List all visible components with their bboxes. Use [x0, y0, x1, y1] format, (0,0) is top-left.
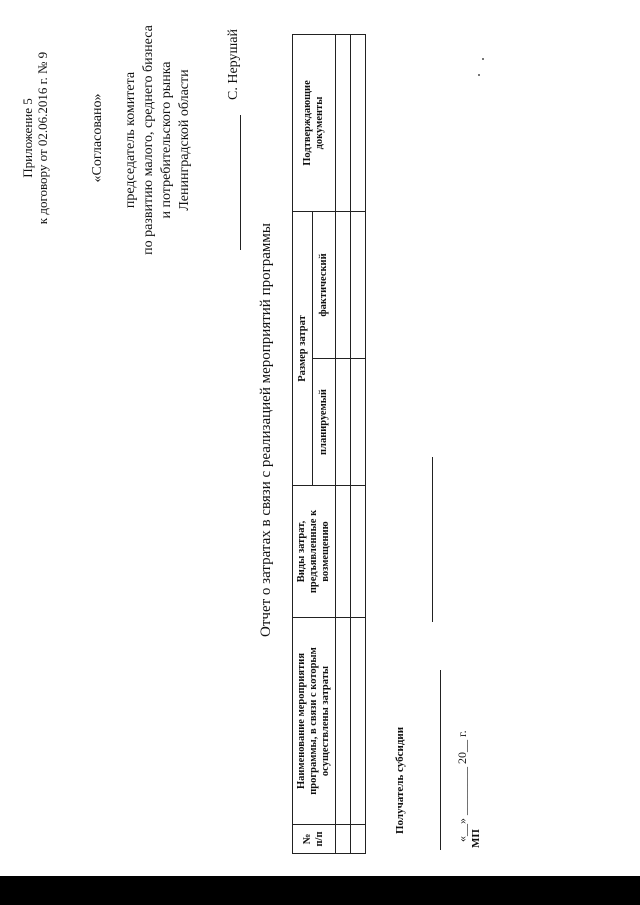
table-cell [336, 486, 351, 618]
table-cell [351, 359, 366, 486]
table-row [351, 35, 366, 854]
signature-line [240, 115, 241, 250]
approver-line-3: и потребительского рынка [159, 61, 174, 219]
header-planned: планируемый [313, 359, 336, 486]
header-cost-types: Виды затрат, предъявленные к возмещению [293, 486, 336, 618]
approver-line-4: Ленинградской области [177, 69, 192, 211]
header-activity-name: Наименование мероприятия программы, в связи с которым осуществлены затраты [293, 618, 336, 825]
table-cell [336, 825, 351, 854]
costs-table [292, 34, 366, 854]
stamp-placeholder: МП [470, 829, 482, 848]
table-cell [351, 618, 366, 825]
appendix-line-2: к договору от 02.06.2016 г. № 9 [35, 51, 50, 225]
appendix-line-1: Приложение 5 [20, 98, 35, 178]
table-cell [336, 35, 351, 212]
date-underline [440, 670, 441, 850]
recipient-signature-line [432, 457, 433, 622]
scan-speck [478, 74, 480, 76]
signatory-name: С. Нерушай [226, 29, 241, 100]
report-title: Отчет о затратах в связи с реализацией мероприятий программы [258, 223, 274, 637]
scan-speck [482, 58, 484, 60]
header-actual: фактический [313, 212, 336, 359]
subsidy-recipient-label: Получатель субсидии [394, 726, 406, 834]
table-cell [336, 359, 351, 486]
table-cell [351, 825, 366, 854]
approver-line-1: председатель комитета [123, 71, 138, 209]
table-cell [336, 212, 351, 359]
date-field: «__» ________ 20__ г. [455, 730, 469, 842]
header-cost-amount: Размер затрат [293, 212, 313, 486]
approver-line-2: по развитию малого, среднего бизнеса [141, 25, 156, 255]
header-supporting-docs: Подтверждающие документы [293, 35, 336, 212]
table-header-row [293, 35, 313, 854]
header-number: № п/п [293, 825, 336, 854]
table-cell [351, 35, 366, 212]
table-cell [336, 618, 351, 825]
agreed-label: «Согласовано» [90, 93, 105, 183]
table-cell [351, 212, 366, 359]
approver-block [122, 10, 194, 270]
appendix-reference [20, 28, 50, 248]
bottom-black-bar [0, 876, 640, 905]
table-row [336, 35, 351, 854]
table-cell [351, 486, 366, 618]
